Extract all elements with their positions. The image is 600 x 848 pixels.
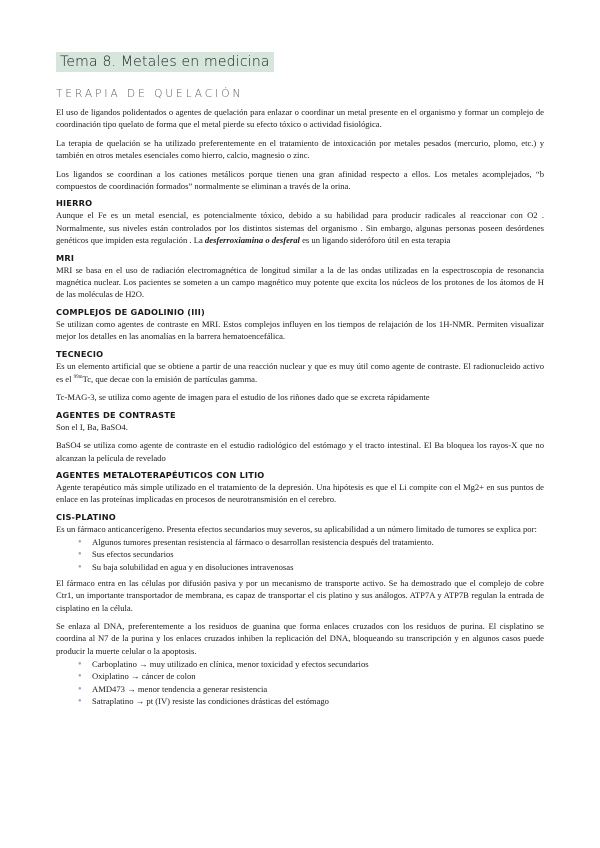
- tecnecio-paragraph-2: Tc-MAG-3, se utiliza como agente de imagen para el estudio de los riñones dado que se excreta rápidamente: [56, 392, 430, 403]
- heading-cisplatino: CIS-PLATINO: [56, 511, 116, 522]
- intro-paragraph-1: El uso de ligandos polidentados o agentes de quelación para enlazar o coordinar un metal presente en el organismo y formar un complejo de coordinación tipo quelato de forma que el metal pierde su efecto tóxico o actividad fisiológica.: [56, 107, 544, 130]
- title-highlight: [56, 52, 274, 72]
- list-item: ● Satraplatino → pt (IV) resiste las condiciones drásticas del estómago: [92, 695, 544, 707]
- tecnecio-text-a: Es un elemento artificial que se obtiene a partir de una reacción nuclear y que es muy útil como agente de contraste. El radionucleido activo es el: [56, 360, 544, 384]
- heading-gadolinio: COMPLEJOS DE GADOLINIO (III): [56, 306, 205, 317]
- cisplatino-paragraph-2: El fármaco entra en las células por difusión pasiva y por un mecanismo de transporte activo. Se ha demostrado que el complejo de cobre Ctr1, un importante transportador de membrana, es capaz de transportar el cis platino y sus análogos. ATP7A y ATP7B regulan la entrada de cisplatino en la célula.: [56, 577, 544, 613]
- hierro-text-b: es un ligando sideróforo útil en esta terapia: [302, 235, 451, 246]
- contraste-paragraph-2: BaSO4 se utiliza como agente de contraste en el estudio radiológico del estómago y el tracto intestinal. El Ba bloquea los rayos-X que no alcanzan la película de revelado: [56, 440, 544, 463]
- mri-paragraph: MRI se basa en el uso de radiación electromagnética de longitud similar a la de las ondas utilizadas en la espectroscopia de resonancia magnética nuclear. Los pacientes se someten a un campo magnético muy potente que excita los núcleos de los protones de los átomos de H de las moléculas de H2O.: [56, 264, 544, 300]
- gadolinio-paragraph: Se utilizan como agentes de contraste en MRI. Estos complejos influyen en los tiempos de relajación de los 1H-NMR. Permiten visualizar mejor los detalles en las anomalías en la barrera hematoencefálica.: [56, 318, 544, 342]
- cisplatino-list-1: [56, 536, 544, 573]
- list-item: ● Su baja solubilidad en agua y en disoluciones intravenosas: [92, 561, 544, 573]
- hierro-bold: desferroxiamina o desferal: [204, 235, 300, 246]
- contraste-paragraph-1: Son el I, Ba, BaSO4.: [56, 421, 128, 432]
- heading-hierro: HIERRO: [56, 198, 93, 209]
- list-item: ● Algunos tumores presentan resistencia al fármaco o desarrollan resistencia después del tratamiento.: [92, 536, 544, 548]
- list-item: ● Sus efectos secundarios: [92, 548, 544, 560]
- list-item: ● Oxiplatino → cáncer de colon: [92, 670, 544, 682]
- section-subtitle: TERAPIA DE QUELACIÓN: [56, 88, 244, 100]
- heading-mri: MRI: [56, 252, 75, 263]
- litio-paragraph: Agente terapéutico más simple utilizado en el tratamiento de la depresión. Una hipótesis es que el Li compite con el Mg2+ en sus puntos de enlace en las proteínas implicadas en procesos de neurotransmisión en el cerebro.: [56, 481, 544, 505]
- tecnecio-sup: 99m: [73, 375, 83, 381]
- cisplatino-paragraph-1: Es un fármaco anticancerígeno. Presenta efectos secundarios muy severos, su aplicabilidad a un número limitado de tumores se explica por:: [56, 523, 537, 534]
- intro-paragraph-3: Los ligandos se coordinan a los cationes metálicos porque tienen una gran afinidad respecto a ellos. Los metales acomplejados, “b compuestos de coordinación formados” normalmente se eliminan a través de la orina.: [56, 168, 544, 192]
- heading-litio: AGENTES METALOTERAPÉUTICOS CON LITIO: [56, 469, 265, 480]
- cisplatino-list-2: [56, 658, 544, 707]
- cisplatino-paragraph-3: Se enlaza al DNA, preferentemente a los residuos de guanina que forma enlaces cruzados con los residuos de purina. El cisplatino se coordina al N7 de la purina y los enlaces cruzados inhiben la replicación del DNA, bloqueando su transcripción y en algunos casos puede producir la muerte celular o la apoptosis.: [56, 621, 544, 656]
- list-item: ● Carboplatino → muy utilizado en clínica, menor toxicidad y efectos secundarios: [92, 658, 544, 670]
- intro-paragraph-2: La terapia de quelación se ha utilizado preferentemente en el tratamiento de intoxicación por metales pesados (mercurio, plomo, etc.) y también en otros metales esenciales como hierro, calcio, magnesio o zinc.: [56, 137, 544, 161]
- tecnecio-paragraph: [56, 360, 544, 386]
- tecnecio-text-b: Tc, que decae con la emisión de partículas gamma.: [82, 373, 258, 384]
- heading-contraste: AGENTES DE CONTRASTE: [56, 409, 176, 420]
- hierro-paragraph: [56, 209, 544, 246]
- heading-tecnecio: TECNECIO: [56, 348, 104, 359]
- list-item: ● AMD473 → menor tendencia a generar resistencia: [92, 683, 544, 695]
- page-title: Tema 8. Metales en medicina: [60, 54, 270, 70]
- hierro-text-a: Aunque el Fe es un metal esencial, es potencialmente tóxico, debido a su habilidad para producir radicales al reaccionar con O2 . Normalmente, sus niveles están controlados por los distintos sistemas del organismo . Sin embargo, algunas personas poseen desórdenes genéticos que impiden esta regulación . La: [56, 210, 544, 246]
